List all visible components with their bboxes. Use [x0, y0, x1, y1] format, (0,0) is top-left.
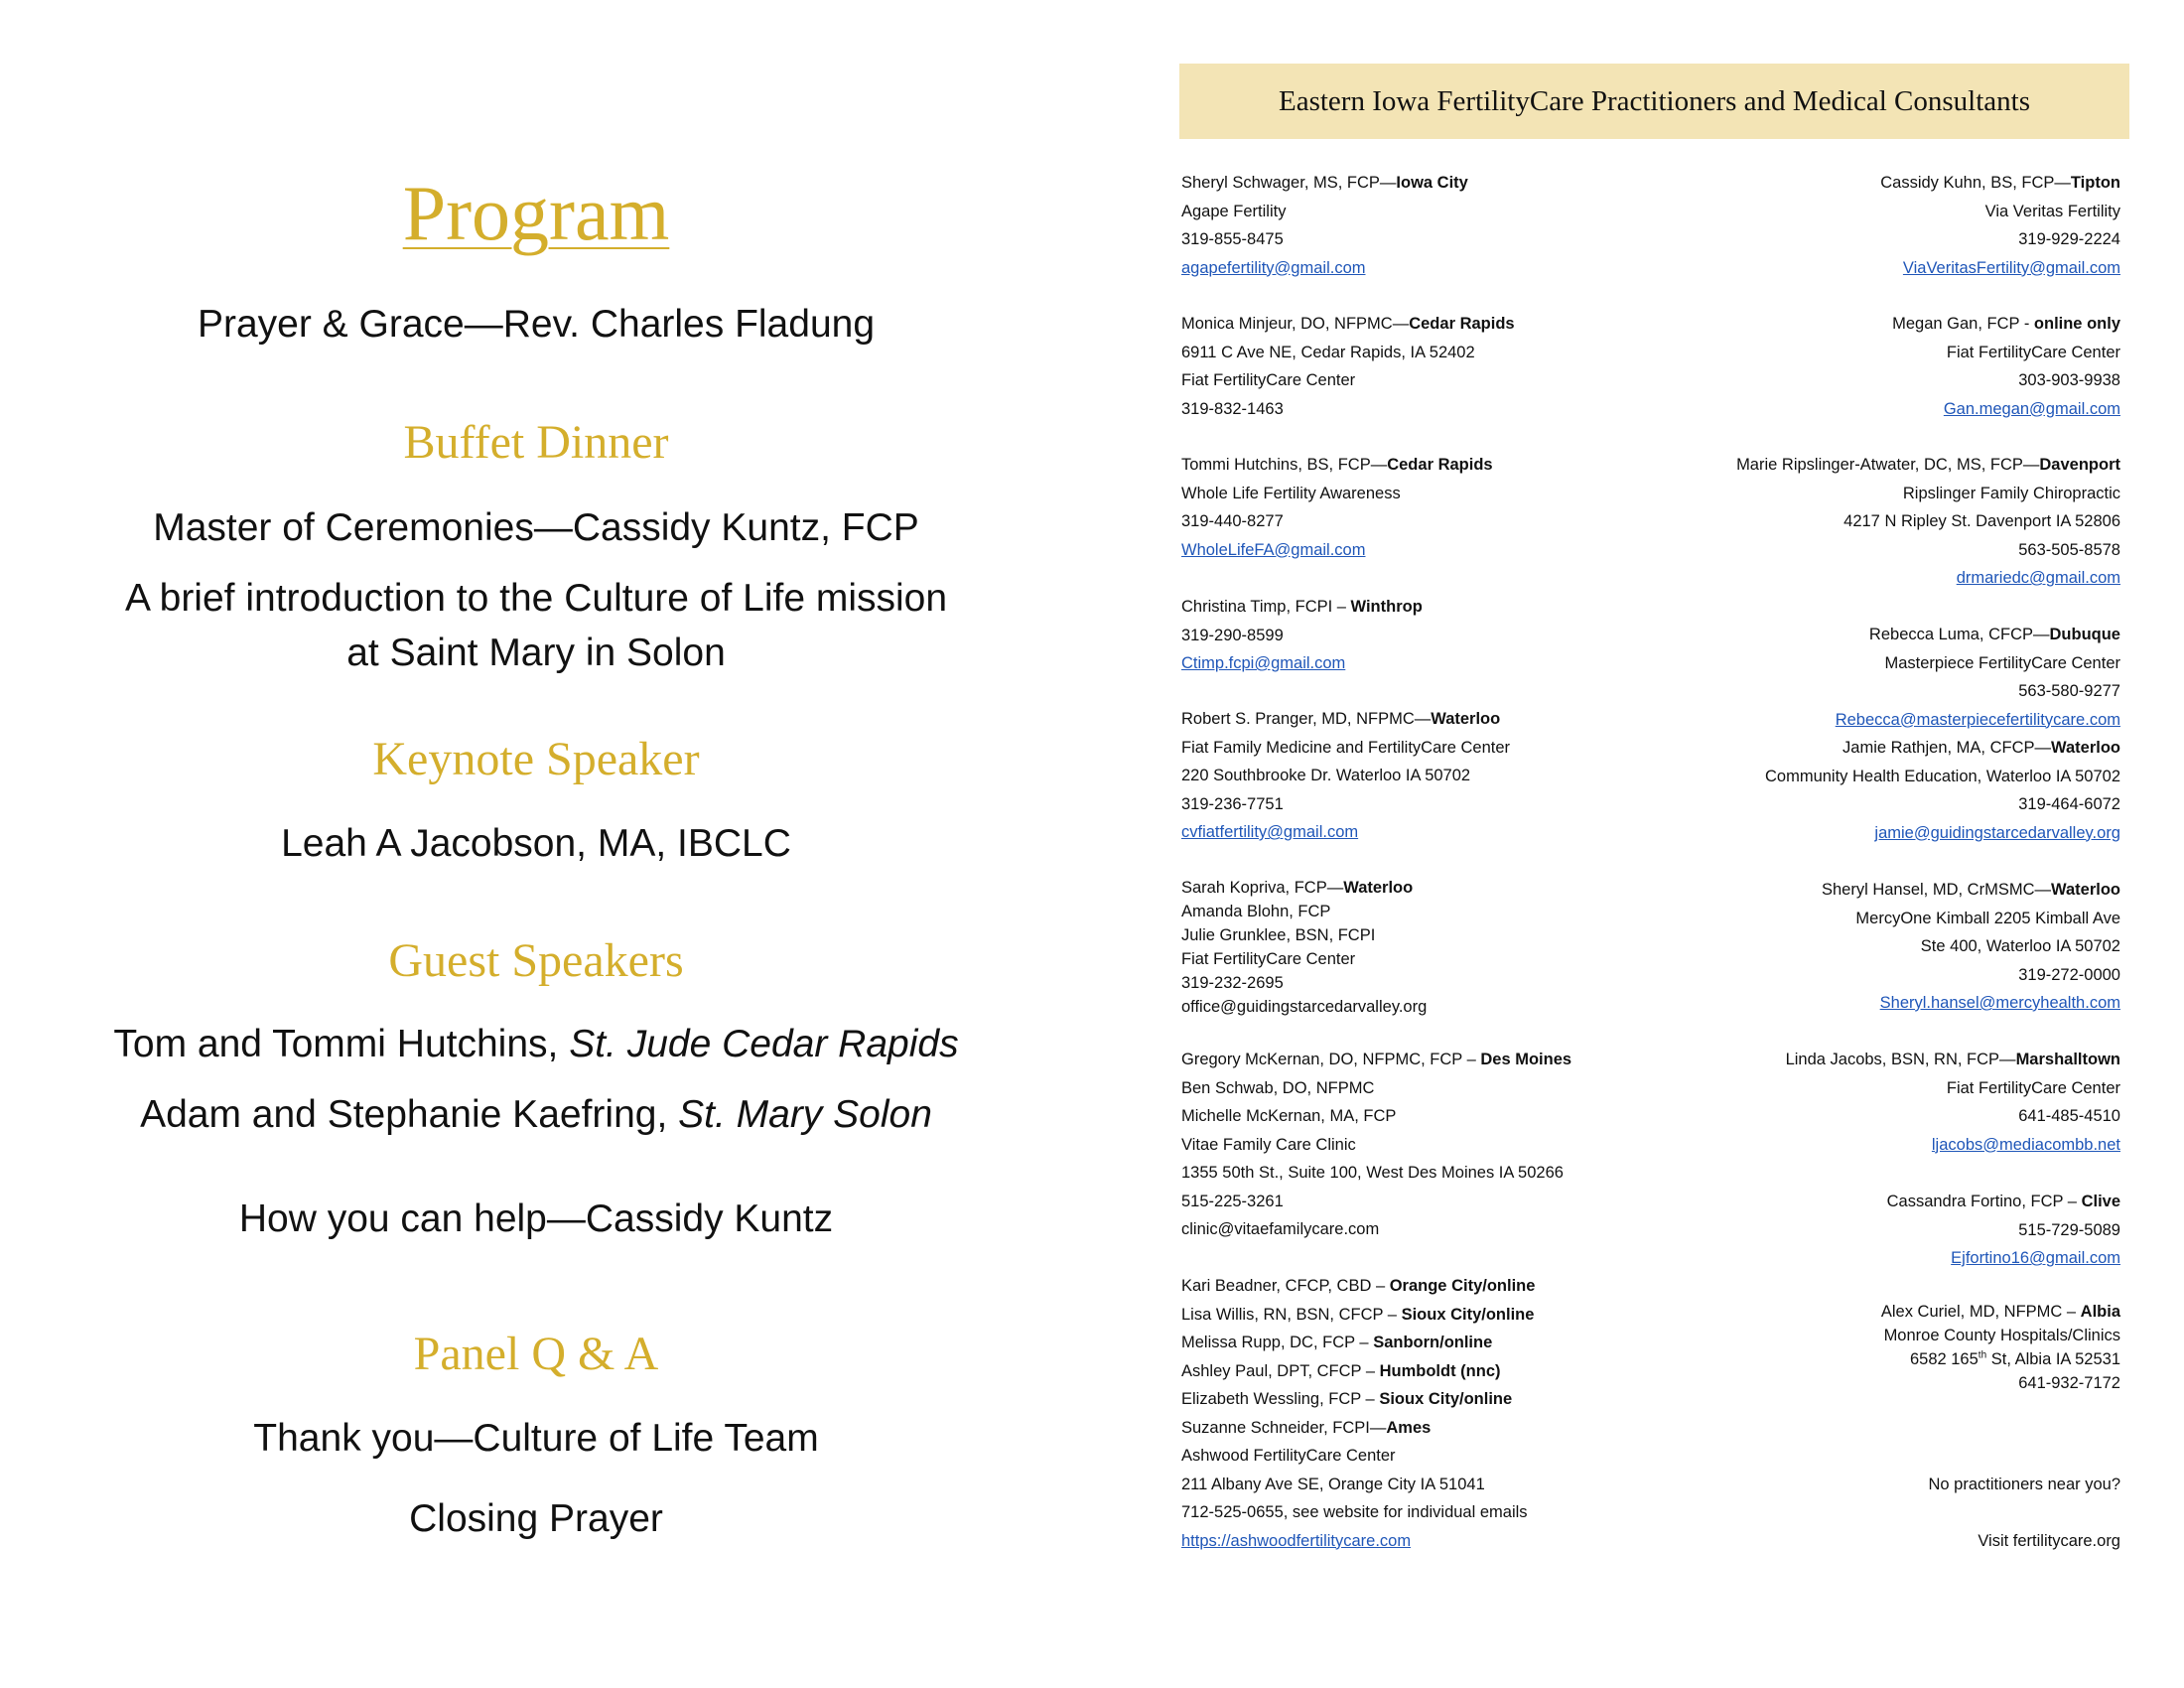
practitioner-name: Ashley Paul, DPT, CFCP – Humboldt (nnc): [1181, 1361, 1501, 1380]
practitioner-name: Elizabeth Wessling, FCP – Sioux City/online: [1181, 1390, 1513, 1408]
email-link[interactable]: jamie@guidingstarcedarvalley.org: [1874, 823, 2120, 842]
email-text: office@guidingstarcedarvalley.org: [1181, 998, 1428, 1016]
phone: 319-464-6072: [2018, 795, 2120, 813]
email-link[interactable]: WholeLifeFA@gmail.com: [1181, 540, 1366, 559]
entry-mckernan: [1181, 1046, 1698, 1244]
org-name: Fiat Family Medicine and FertilityCare Center: [1181, 738, 1511, 757]
email-link[interactable]: ViaVeritasFertility@gmail.com: [1902, 258, 2120, 277]
guest-line-2: [0, 1088, 1072, 1142]
email-text: clinic@vitaefamilycare.com: [1181, 1220, 1380, 1238]
phone: 641-485-4510: [2018, 1107, 2120, 1125]
practitioner-name: Suzanne Schneider, FCPI—Ames: [1181, 1418, 1432, 1437]
practitioner-name: Christina Timp, FCPI – Winthrop: [1181, 598, 1423, 616]
guest-2-names: Adam and Stephanie Kaefring,: [140, 1093, 679, 1136]
entry-kopriva: [1181, 876, 1698, 1019]
entry-minjeur: [1181, 310, 1698, 423]
entry-hutchins: [1181, 451, 1698, 564]
org-name: Via Veritas Fertility: [1984, 202, 2120, 220]
email-link[interactable]: Ejfortino16@gmail.com: [1951, 1249, 2120, 1267]
phone: 319-929-2224: [2018, 230, 2120, 248]
practitioner-name: Jamie Rathjen, MA, CFCP—Waterloo: [1843, 739, 2120, 757]
prayer-line: Prayer & Grace—Rev. Charles Fladung: [197, 303, 876, 346]
email-link[interactable]: Ctimp.fcpi@gmail.com: [1181, 654, 1346, 672]
practitioner-name: Julie Grunklee, BSN, FCPI: [1181, 926, 1376, 944]
phone: 319-440-8277: [1181, 512, 1284, 530]
email-link[interactable]: ljacobs@mediacombb.net: [1931, 1135, 2120, 1154]
help-line: How you can help—Cassidy Kuntz: [238, 1197, 834, 1240]
org-name: Monroe County Hospitals/Clinics: [1883, 1327, 2120, 1344]
phone: 712-525-0655, see website for individual emails: [1181, 1503, 1528, 1521]
address: Ste 400, Waterloo IA 50702: [1920, 937, 2120, 955]
org-name: Ripslinger Family Chiropractic: [1902, 484, 2120, 502]
practitioner-name: Marie Ripslinger-Atwater, DC, MS, FCP—Davenport: [1736, 456, 2120, 474]
practitioner-name: Tommi Hutchins, BS, FCP—Cedar Rapids: [1181, 456, 1493, 474]
program-title: Program: [402, 170, 670, 256]
practitioner-name: Linda Jacobs, BSN, RN, FCP—Marshalltown: [1785, 1051, 2120, 1068]
practitioner-name: Amanda Blohn, FCP: [1181, 903, 1331, 920]
org-name: Fiat FertilityCare Center: [1181, 371, 1356, 389]
org-name: Masterpiece FertilityCare Center: [1884, 653, 2120, 672]
practitioner-name: Gregory McKernan, DO, NFPMC, FCP – Des Moines: [1181, 1051, 1572, 1068]
email-link[interactable]: Rebecca@masterpiecefertilitycare.com: [1835, 710, 2120, 729]
footer-question: No practitioners near you?: [1928, 1476, 2120, 1493]
practitioner-name: Melissa Rupp, DC, FCP – Sanborn/online: [1181, 1334, 1493, 1351]
address: 6911 C Ave NE, Cedar Rapids, IA 52402: [1181, 343, 1475, 361]
entry-ripslinger: [1648, 451, 2120, 593]
phone: 563-580-9277: [2018, 682, 2120, 700]
practitioner-name: Cassidy Kuhn, BS, FCP—Tipton: [1880, 174, 2120, 192]
phone: 515-729-5089: [2018, 1220, 2120, 1239]
phone: 303-903-9938: [2018, 371, 2120, 389]
address: 220 Southbrooke Dr. Waterloo IA 50702: [1181, 767, 1471, 784]
email-link[interactable]: drmariedc@gmail.com: [1956, 569, 2120, 587]
entry-hansel: [1648, 876, 2120, 1018]
phone: 641-932-7172: [2018, 1374, 2120, 1392]
footer-visit: Visit fertilitycare.org: [1978, 1531, 2120, 1550]
thanks-line: Thank you—Culture of Life Team: [253, 1417, 819, 1460]
practitioner-name: Alex Curiel, MD, NFPMC – Albia: [1880, 1303, 2120, 1321]
entry-gan: [1648, 310, 2120, 423]
org-name: Fiat FertilityCare Center: [1946, 343, 2120, 361]
mc-line: Master of Ceremonies—Cassidy Kuntz, FCP: [153, 506, 919, 549]
guest-line-1: [0, 1018, 1072, 1071]
phone: 319-290-8599: [1181, 626, 1284, 644]
practitioner-name: Sheryl Schwager, MS, FCP—Iowa City: [1181, 174, 1468, 192]
entry-curiel: [1648, 1300, 2120, 1395]
program-panel: [0, 0, 1072, 1688]
practitioner-name: Sarah Kopriva, FCP—Waterloo: [1181, 879, 1414, 897]
email-link[interactable]: Sheryl.hansel@mercyhealth.com: [1879, 994, 2120, 1012]
phone: 319-832-1463: [1181, 399, 1284, 418]
entry-rathjen: [1648, 734, 2120, 847]
practitioner-name: Monica Minjeur, DO, NFPMC—Cedar Rapids: [1181, 315, 1515, 333]
phone: 319-236-7751: [1181, 794, 1284, 813]
address: 211 Albany Ave SE, Orange City IA 51041: [1181, 1475, 1485, 1493]
org-name: Fiat FertilityCare Center: [1181, 950, 1356, 968]
intro-line-2: at Saint Mary in Solon: [346, 632, 726, 674]
phone: 563-505-8578: [2018, 540, 2120, 559]
org-name: Whole Life Fertility Awareness: [1181, 484, 1401, 502]
directory-banner: Eastern Iowa FertilityCare Practitioners and Medical Consultants: [1179, 64, 2129, 139]
practitioner-name: Kari Beadner, CFCP, CBD – Orange City/online: [1181, 1277, 1536, 1295]
practitioner-name: Rebecca Luma, CFCP—Dubuque: [1868, 626, 2120, 643]
practitioner-name: Lisa Willis, RN, BSN, CFCP – Sioux City/online: [1181, 1305, 1535, 1324]
buffet-heading: Buffet Dinner: [403, 416, 669, 469]
practitioner-name: Cassandra Fortino, FCP – Clive: [1886, 1193, 2120, 1210]
keynote-heading: Keynote Speaker: [372, 733, 700, 785]
org-name: MercyOne Kimball 2205 Kimball Ave: [1855, 909, 2120, 927]
phone: 319-232-2695: [1181, 974, 1284, 992]
phone: 319-272-0000: [2018, 965, 2120, 984]
website-link[interactable]: https://ashwoodfertilitycare.com: [1181, 1531, 1412, 1550]
entry-fortino: [1648, 1188, 2120, 1273]
entry-pranger: [1181, 705, 1698, 847]
entry-jacobs: [1648, 1046, 2120, 1159]
entry-timp: [1181, 593, 1698, 678]
org-name: Ashwood FertilityCare Center: [1181, 1447, 1396, 1465]
intro-line-1: A brief introduction to the Culture of Life mission: [124, 577, 948, 620]
practitioner-name: Michelle McKernan, MA, FCP: [1181, 1107, 1397, 1125]
practitioner-name: Robert S. Pranger, MD, NFPMC—Waterloo: [1181, 710, 1501, 728]
org-name: Vitae Family Care Clinic: [1181, 1135, 1356, 1154]
entry-kuhn: [1648, 169, 2120, 282]
guest-heading: Guest Speakers: [388, 934, 684, 987]
directory-footer: [1648, 1471, 2120, 1555]
practitioner-name: Megan Gan, FCP - online only: [1892, 315, 2120, 333]
entry-luma: [1648, 621, 2120, 734]
guest-1-names: Tom and Tommi Hutchins,: [113, 1023, 570, 1065]
entry-schwager: [1181, 169, 1698, 282]
org-name: Community Health Education, Waterloo IA 50702: [1765, 767, 2120, 785]
closing-line: Closing Prayer: [409, 1497, 663, 1540]
address: 4217 N Ripley St. Davenport IA 52806: [1843, 512, 2120, 530]
org-name: Agape Fertility: [1181, 202, 1287, 220]
address: 6582 165th St, Albia IA 52531: [1909, 1349, 2120, 1368]
email-link[interactable]: agapefertility@gmail.com: [1181, 258, 1366, 277]
guest-2-parish: St. Mary Solon: [678, 1093, 932, 1136]
address: 1355 50th St., Suite 100, West Des Moines IA 50266: [1181, 1164, 1564, 1182]
panel-heading: Panel Q & A: [413, 1328, 659, 1380]
practitioner-name: Sheryl Hansel, MD, CrMSMC—Waterloo: [1821, 881, 2120, 899]
keynote-name: Leah A Jacobson, MA, IBCLC: [281, 822, 791, 865]
email-link[interactable]: cvfiatfertility@gmail.com: [1181, 823, 1359, 841]
email-link[interactable]: Gan.megan@gmail.com: [1943, 399, 2120, 418]
entry-ashwood: [1181, 1272, 1698, 1555]
phone: 319-855-8475: [1181, 230, 1284, 248]
phone: 515-225-3261: [1181, 1192, 1284, 1210]
practitioner-name: Ben Schwab, DO, NFPMC: [1181, 1078, 1375, 1097]
org-name: Fiat FertilityCare Center: [1946, 1078, 2120, 1097]
guest-1-parish: St. Jude Cedar Rapids: [569, 1023, 959, 1065]
